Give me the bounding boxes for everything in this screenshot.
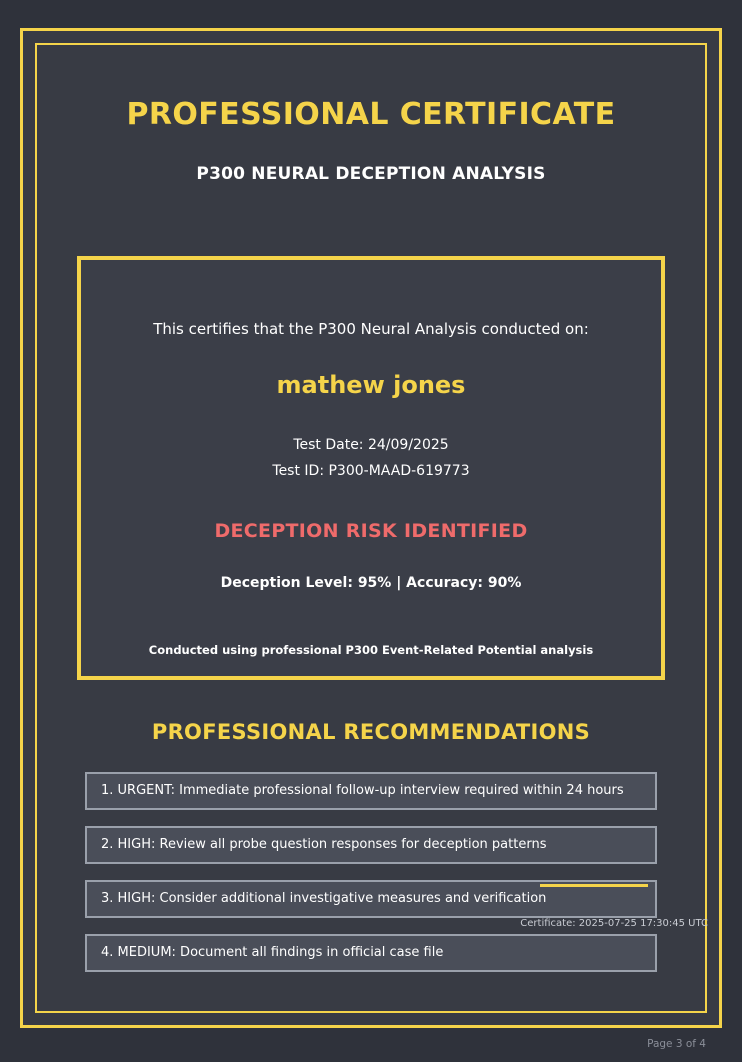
page-content bbox=[37, 45, 705, 1011]
certificate-stamp: Certificate: 2025-07-25 17:30:45 UTC bbox=[520, 918, 708, 929]
list-item: 1. URGENT: Immediate professional follow-up interview required within 24 hours bbox=[85, 772, 657, 810]
certificate-panel bbox=[77, 256, 665, 680]
subject-name: mathew jones bbox=[276, 371, 466, 399]
outer-border bbox=[20, 28, 722, 1028]
deception-levels: Deception Level: 95% | Accuracy: 90% bbox=[220, 575, 522, 591]
list-item: 2. HIGH: Review all probe question responses for deception patterns bbox=[85, 826, 657, 864]
page-title: PROFESSIONAL CERTIFICATE bbox=[126, 97, 616, 132]
method-note: Conducted using professional P300 Event-Related Potential analysis bbox=[148, 643, 594, 657]
recommendations-list bbox=[85, 772, 657, 972]
page-number: Page 3 of 4 bbox=[647, 1038, 706, 1050]
list-item: 3. HIGH: Consider additional investigative measures and verification bbox=[85, 880, 657, 918]
accent-divider bbox=[540, 884, 648, 887]
inner-border bbox=[35, 43, 707, 1013]
recommendations-heading: PROFESSIONAL RECOMMENDATIONS bbox=[151, 720, 591, 744]
risk-statement: DECEPTION RISK IDENTIFIED bbox=[214, 520, 528, 542]
page-subtitle: P300 NEURAL DECEPTION ANALYSIS bbox=[196, 164, 546, 184]
test-id: Test ID: P300-MAAD-619773 bbox=[272, 463, 470, 479]
list-item: 4. MEDIUM: Document all findings in official case file bbox=[85, 934, 657, 972]
certificate-meta bbox=[101, 434, 641, 482]
test-date: Test Date: 24/09/2025 bbox=[293, 437, 449, 453]
certificate-intro: This certifies that the P300 Neural Analysis conducted on: bbox=[153, 320, 589, 338]
